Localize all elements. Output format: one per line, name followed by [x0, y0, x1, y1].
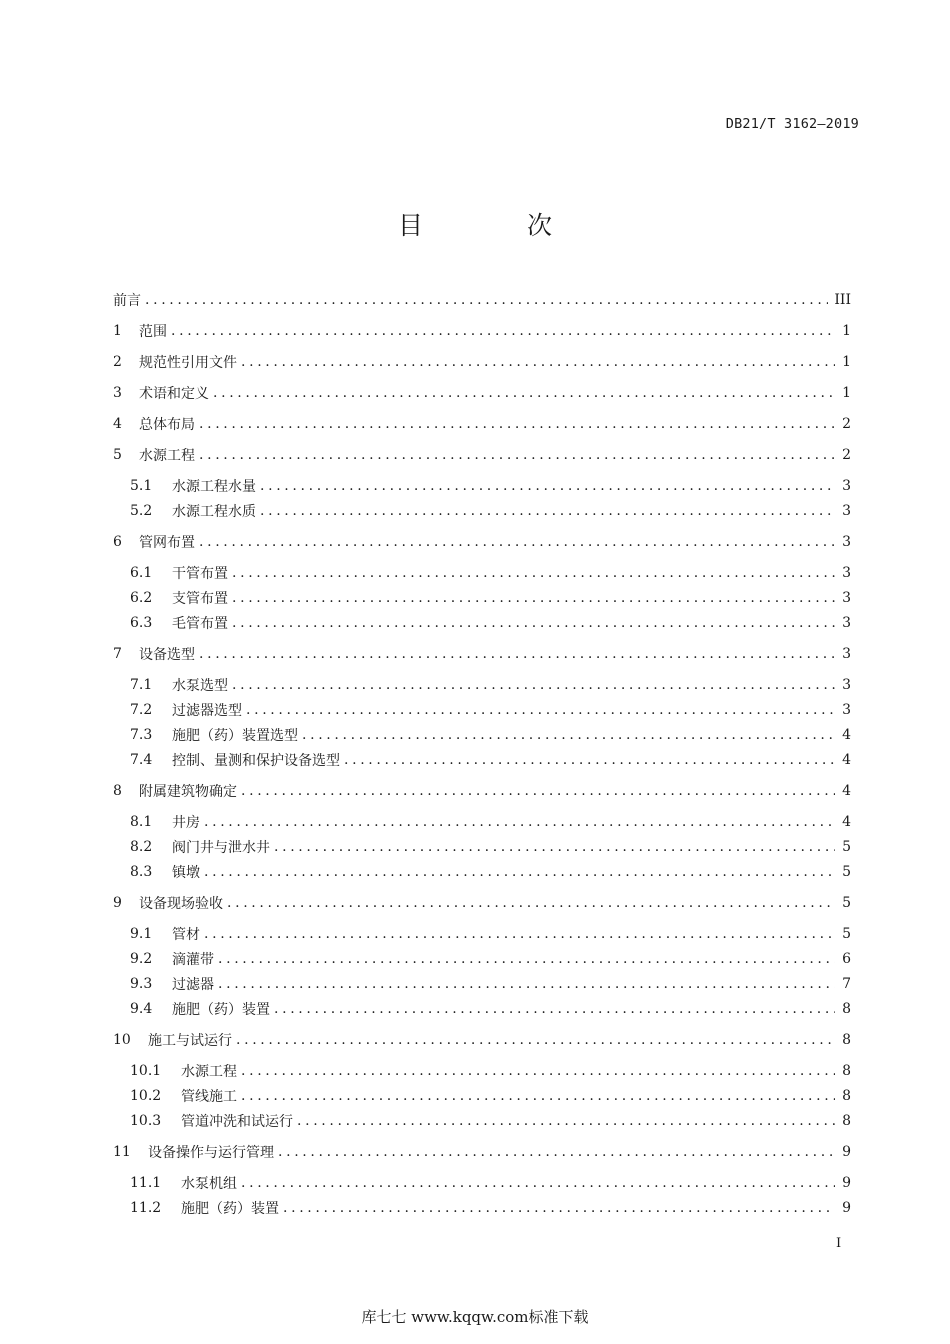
toc-entry-number: 9.4: [130, 1001, 153, 1017]
toc-entry-number: 10.3: [130, 1113, 162, 1129]
toc-entry-number: 7: [113, 646, 122, 662]
toc-page-number: 8: [842, 1088, 851, 1104]
toc-subentry[interactable]: [113, 724, 851, 746]
toc-page-number: 8: [842, 1113, 851, 1129]
toc-entry-label: 毛管布置: [172, 616, 228, 632]
toc-entry-number: 8.1: [130, 814, 153, 830]
toc-page-number: 3: [842, 615, 851, 631]
toc-leader-dots: [199, 444, 835, 466]
toc-subentry[interactable]: [113, 998, 851, 1020]
toc-entry-number: 11.2: [130, 1200, 162, 1216]
toc-page-number: 5: [842, 839, 851, 855]
toc-entry-number: 5.1: [130, 478, 153, 494]
toc-entry-label: 水源工程水质: [172, 504, 256, 520]
toc-page-number: 4: [842, 752, 851, 768]
toc-page-number: 5: [842, 895, 851, 911]
toc-entry-label: 设备操作与运行管理: [148, 1145, 274, 1161]
toc-page-number: 8: [842, 1001, 851, 1017]
toc-page-number: 2: [842, 416, 851, 432]
toc-page-number: 3: [842, 565, 851, 581]
toc-leader-dots: [302, 724, 835, 746]
toc-entry[interactable]: [113, 289, 851, 311]
toc-entry-label: 施工与试运行: [148, 1033, 232, 1049]
toc-leader-dots: [278, 1141, 835, 1163]
toc-page-number: 4: [842, 814, 851, 830]
toc-entry-label: 过滤器: [172, 977, 214, 993]
toc-subentry[interactable]: [113, 749, 851, 771]
toc-entry-number: 10.2: [130, 1088, 162, 1104]
toc-entry[interactable]: [113, 892, 851, 914]
toc-entry-label: 井房: [172, 815, 200, 831]
toc-leader-dots: [218, 973, 835, 995]
toc-page-number: 3: [842, 702, 851, 718]
toc-page-number: 2: [842, 447, 851, 463]
toc-leader-dots: [260, 475, 835, 497]
toc-leader-dots: [297, 1110, 835, 1132]
toc-entry-label: 管线施工: [181, 1089, 237, 1105]
toc-entry-label: 总体布局: [139, 417, 195, 433]
toc-entry-number: 6.2: [130, 590, 153, 606]
toc-subentry[interactable]: [113, 1172, 851, 1194]
toc-leader-dots: [204, 811, 835, 833]
toc-entry[interactable]: [113, 780, 851, 802]
toc-page-number: 6: [842, 951, 851, 967]
toc-entry-label: 阀门井与泄水井: [172, 840, 270, 856]
toc-page-number: 3: [842, 478, 851, 494]
toc-entry-number: 6: [113, 534, 122, 550]
toc-subentry[interactable]: [113, 475, 851, 497]
toc-entry-number: 8: [113, 783, 122, 799]
toc-entry-number: 7.3: [130, 727, 153, 743]
toc-leader-dots: [145, 289, 828, 311]
toc-leader-dots: [241, 1085, 835, 1107]
toc-entry-label: 水泵选型: [172, 678, 228, 694]
toc-page-number: 9: [842, 1144, 851, 1160]
toc-page-number: 5: [842, 864, 851, 880]
footer-watermark: 库七七 www.kqqw.com标准下载: [361, 1308, 589, 1326]
toc-page-number: 4: [842, 727, 851, 743]
toc-subentry[interactable]: [113, 836, 851, 858]
toc-entry-label: 水源工程水量: [172, 479, 256, 495]
toc-entry-number: 2: [113, 354, 122, 370]
toc-entry-number: 10.1: [130, 1063, 162, 1079]
toc-subentry[interactable]: [113, 861, 851, 883]
toc-subentry[interactable]: [113, 1110, 851, 1132]
toc-entry-number: 11.1: [130, 1175, 162, 1191]
toc-page-number: III: [834, 292, 851, 308]
toc-entry-label: 水源工程: [181, 1064, 237, 1080]
toc-leader-dots: [218, 948, 835, 970]
toc-subentry[interactable]: [113, 562, 851, 584]
toc-entry-number: 9: [113, 895, 122, 911]
toc-entry-label: 术语和定义: [139, 386, 209, 402]
toc-subentry[interactable]: [113, 1060, 851, 1082]
toc-entry-label: 施肥（药）装置: [172, 1002, 270, 1018]
toc-entry-label: 支管布置: [172, 591, 228, 607]
toc-page-number: 7: [842, 976, 851, 992]
toc-leader-dots: [283, 1197, 835, 1219]
toc-leader-dots: [213, 382, 835, 404]
toc-entry-number: 9.2: [130, 951, 153, 967]
toc-entry[interactable]: [113, 643, 851, 665]
toc-entry-label: 水泵机组: [181, 1176, 237, 1192]
toc-entry-label: 范围: [139, 324, 167, 340]
toc-leader-dots: [241, 351, 835, 373]
toc-leader-dots: [274, 998, 835, 1020]
toc-entry-label: 干管布置: [172, 566, 228, 582]
toc-entry[interactable]: [113, 1029, 851, 1051]
toc-entry-number: 9.3: [130, 976, 153, 992]
toc-leader-dots: [232, 587, 835, 609]
toc-leader-dots: [241, 1172, 835, 1194]
toc-leader-dots: [171, 320, 835, 342]
toc-page-number: 9: [842, 1175, 851, 1191]
toc-page-number: 1: [842, 385, 851, 401]
toc-leader-dots: [236, 1029, 835, 1051]
toc-page-number: 1: [842, 323, 851, 339]
toc-entry-number: 1: [113, 323, 122, 339]
toc-leader-dots: [232, 612, 835, 634]
toc-subentry[interactable]: [113, 699, 851, 721]
toc-title: 目 次: [398, 211, 600, 240]
toc-entry-number: 6.3: [130, 615, 153, 631]
toc-entry-label: 管网布置: [139, 535, 195, 551]
toc-page-number: 8: [842, 1063, 851, 1079]
toc-entry[interactable]: [113, 351, 851, 373]
toc-subentry[interactable]: [113, 923, 851, 945]
toc-page-number: 3: [842, 534, 851, 550]
toc-entry-number: 7.2: [130, 702, 153, 718]
toc-entry-label: 设备选型: [139, 647, 195, 663]
toc-entry-number: 8.2: [130, 839, 153, 855]
toc-entry-label: 附属建筑物确定: [139, 784, 237, 800]
toc-page-number: 3: [842, 503, 851, 519]
toc-leader-dots: [241, 1060, 835, 1082]
toc-entry-label: 施肥（药）装置: [181, 1201, 279, 1217]
toc-entry-label: 施肥（药）装置选型: [172, 728, 298, 744]
toc-subentry[interactable]: [113, 674, 851, 696]
toc-entry[interactable]: [113, 444, 851, 466]
toc-page-number: 3: [842, 590, 851, 606]
toc-leader-dots: [199, 531, 835, 553]
toc-entry[interactable]: [113, 413, 851, 435]
toc-entry-number: 7.1: [130, 677, 153, 693]
toc-entry-label: 管材: [172, 927, 200, 943]
page-folio: I: [836, 1236, 842, 1251]
toc-subentry[interactable]: [113, 500, 851, 522]
toc-entry-label: 管道冲洗和试运行: [181, 1114, 293, 1130]
toc-page-number: 3: [842, 677, 851, 693]
toc-subentry[interactable]: [113, 1197, 851, 1219]
toc-entry-number: 9.1: [130, 926, 153, 942]
toc-entry-number: 4: [113, 416, 122, 432]
toc-entry-number: 5: [113, 447, 122, 463]
toc-entry-label: 控制、量测和保护设备选型: [172, 753, 340, 769]
toc-subentry[interactable]: [113, 973, 851, 995]
toc-leader-dots: [274, 836, 835, 858]
toc-entry-label: 镇墩: [172, 865, 200, 881]
toc-entry-label: 过滤器选型: [172, 703, 242, 719]
toc-entry-label: 前言: [113, 293, 141, 309]
toc-leader-dots: [227, 892, 835, 914]
toc-subentry[interactable]: [113, 587, 851, 609]
toc-entry[interactable]: [113, 382, 851, 404]
toc-entry-label: 滴灌带: [172, 952, 214, 968]
toc-leader-dots: [204, 923, 835, 945]
toc-page-number: 3: [842, 646, 851, 662]
toc-leader-dots: [204, 861, 835, 883]
toc-entry-number: 7.4: [130, 752, 153, 768]
toc-entry-number: 10: [113, 1032, 131, 1048]
toc-page-number: 8: [842, 1032, 851, 1048]
toc-leader-dots: [260, 500, 835, 522]
toc-entry-label: 设备现场验收: [139, 896, 223, 912]
toc-subentry[interactable]: [113, 811, 851, 833]
toc-page-number: 5: [842, 926, 851, 942]
toc-entry-number: 5.2: [130, 503, 153, 519]
toc-leader-dots: [241, 780, 835, 802]
toc-entry[interactable]: [113, 531, 851, 553]
toc-leader-dots: [246, 699, 835, 721]
toc-leader-dots: [199, 643, 835, 665]
toc-entry[interactable]: [113, 1141, 851, 1163]
toc-entry-number: 11: [113, 1144, 131, 1160]
toc-entry-number: 6.1: [130, 565, 153, 581]
toc-subentry[interactable]: [113, 1085, 851, 1107]
toc-page-number: 4: [842, 783, 851, 799]
toc-entry[interactable]: [113, 320, 851, 342]
toc-leader-dots: [232, 674, 835, 696]
toc-leader-dots: [199, 413, 835, 435]
toc-entry-label: 规范性引用文件: [139, 355, 237, 371]
toc-page-number: 1: [842, 354, 851, 370]
toc-page-number: 9: [842, 1200, 851, 1216]
toc-entry-number: 3: [113, 385, 122, 401]
toc-leader-dots: [344, 749, 835, 771]
toc-subentry[interactable]: [113, 612, 851, 634]
toc-leader-dots: [232, 562, 835, 584]
toc-entry-label: 水源工程: [139, 448, 195, 464]
toc-entry-number: 8.3: [130, 864, 153, 880]
toc-subentry[interactable]: [113, 948, 851, 970]
standard-code: DB21/T 3162—2019: [725, 116, 859, 132]
